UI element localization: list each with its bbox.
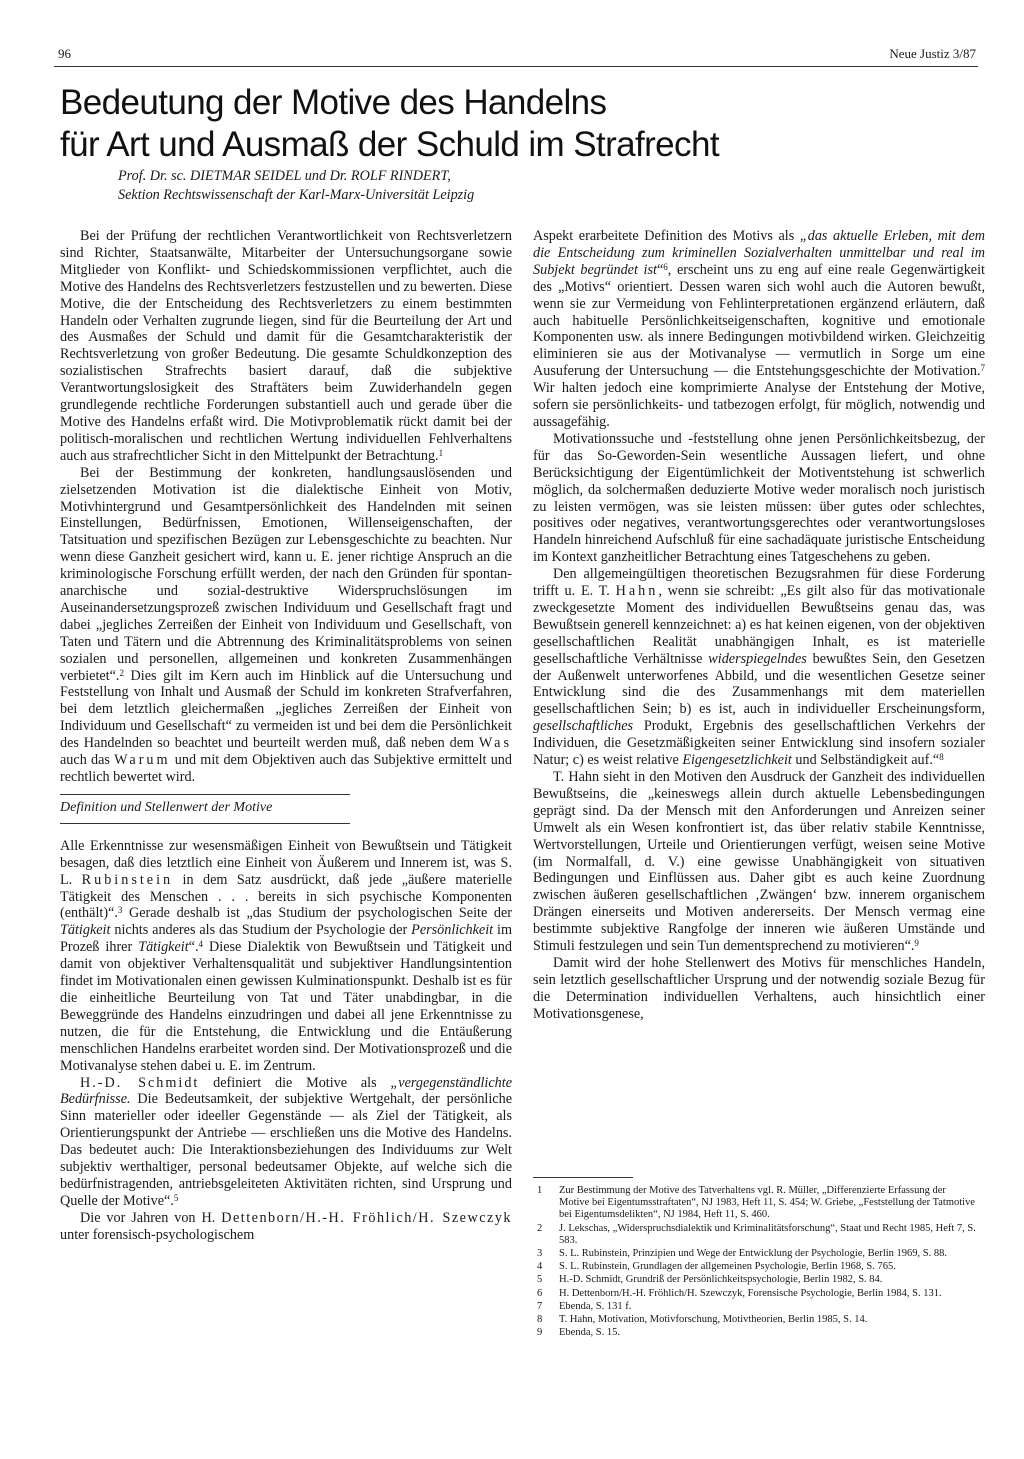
paragraph: Alle Erkenntnisse zur wesensmäßigen Einheit von Bewußtsein und Tätigkeit besagen, daß dies letztlich eine Einheit von Äußerem und Innerem ist, was S. L. Rubinstein in dem Satz ausdrückt, daß jede „äußere materielle Tätigkeit des Menschen . . . bereits in sich psychische Komponenten (enthält)“.$^3$ Gerade deshalb ist „das Studium der psychologischen Seite der Tätigkeit nichts anderes als das Studium der Psychologie der Persönlichkeit im Prozeß ihrer Tätigkeit“.$^4$ Diese Dialektik von Bewußtsein und Tätigkeit und damit von objektiver Verhaltensqualität und subjektiver Handlungsintention findet im Motivationalen einen gewissen Kulminationspunkt. Deshalb ist es für die einheitliche Beurteilung von Tat und Täter unabdingbar, in die Beweggründe des Handelns einzudringen und dabei all jene Erkenntnisse zu nutzen, die für die Entstehung, die Entwicklung und die Entäußerung menschlichen Handelns erarbeitet worden sind. Der Motivationsprozeß und die Motivanalyse stehen dabei u. E. im Zentrum. bbox=[60, 837, 512, 1074]
footnote-text: H. Dettenborn/H.-H. Fröhlich/H. Szewczyk, Forensische Psychologie, Berlin 1984, S. 131. bbox=[559, 1287, 942, 1299]
footnote bbox=[537, 1288, 977, 1300]
paragraph: Motivationssuche und -feststellung ohne jenen Persönlichkeitsbezug, der für das So-Geworden-Sein wesentliche Aussagen liefert, und ohne Berücksichtigung der Eigentümlichkeit der Motiventstehung ist schwerlich möglich, da solchermaßen deduzierte Motive weder moralisch noch juristisch zu leisten vermögen, was sie leisten müssen: über gutes oder schlechtes, positives oder negatives, verantwortungsgerechtes oder verantwortungsloses Handeln hinreichend Aufschluß für eine sachadäquate juristische Entscheidung im Kontext ganzheitlicher Betrachtung eines Tatgeschehens zu geben. bbox=[533, 430, 985, 566]
footnotes bbox=[537, 1185, 977, 1340]
footnote-number: 5 bbox=[537, 1274, 543, 1286]
footnote bbox=[537, 1274, 977, 1286]
footnote bbox=[537, 1314, 977, 1326]
footnote-ref: 8 bbox=[939, 752, 944, 763]
paragraph: Aspekt erarbeitete Definition des Motivs als „das aktuelle Erleben, mit dem die Entscheidung zum kriminellen Sozialverhalten unmittelbar und real im Subjekt begründet ist“$^6$, erscheint uns zu eng auf eine reale Gegenwärtigkeit des „Motivs“ orientiert. Dessen waren sich wohl auch die Autoren bewußt, wenn sie zur Vermeidung von Fehlinterpretationen ergänzend erläutern, daß auch habituelle Persönlichkeitseigenschaften, kognitive und emotionale Komponenten usw. als innere Bedingungen motivbildend wirken. Gleichzeitig eliminieren sie aus der Motivanalyse — vermutlich in Sorge um eine Ausuferung der Untersuchung — die Entstehungsgeschichte der Motivation.$^7$ Wir halten jedoch eine komprimierte Analyse der Entstehung der Motive, sofern sie persönlichkeits- und tatbezogen erfolgt, für möglich, notwendig und aussagefähig. bbox=[533, 228, 985, 430]
footnote-text: S. L. Rubinstein, Prinzipien und Wege der Entwicklung der Psychologie, Berlin 1969, S. 88. bbox=[559, 1248, 948, 1260]
footnote-text: Zur Bestimmung der Motive des Tatverhaltens vgl. R. Müller, „Differenzierte Erfassung der Motive bei Eigentumsstraftaten“, NJ 1983, Heft 11, S. 454; W. Griebe, „Feststellung der Tatmotive bei Eigentumsdelikten“, NJ 1984, Heft 11, S. 460. bbox=[559, 1185, 975, 1221]
footnote-ref: 3 bbox=[117, 905, 123, 916]
right-column bbox=[533, 228, 985, 1023]
footnote-ref: 6 bbox=[663, 261, 668, 272]
footnote-ref: 1 bbox=[438, 447, 444, 458]
footnote-number: 9 bbox=[537, 1327, 543, 1339]
title-line-1: Bedeutung der Motive des Handelns bbox=[60, 83, 607, 122]
footnote-ref: 9 bbox=[914, 938, 919, 949]
footnote bbox=[537, 1261, 977, 1273]
footnote-number: 3 bbox=[537, 1248, 543, 1260]
footnote bbox=[537, 1223, 977, 1247]
footnote bbox=[537, 1327, 977, 1339]
footnote-text: J. Lekschas, „Widerspruchsdialektik und Kriminalitätsforschung“, Staat und Recht 1985, Heft 7, S. 583. bbox=[559, 1222, 976, 1246]
footnote-number: 6 bbox=[537, 1287, 543, 1299]
footnote-text: Ebenda, S. 15. bbox=[559, 1327, 620, 1339]
footnote-text: S. L. Rubinstein, Grundlagen der allgemeinen Psychologie, Berlin 1968, S. 765. bbox=[559, 1261, 896, 1273]
footnote-ref: 7 bbox=[980, 363, 985, 374]
footnote-number: 2 bbox=[537, 1222, 543, 1234]
affiliation: Sektion Rechtswissenschaft der Karl-Marx-Universität Leipzig bbox=[118, 187, 475, 203]
header-rule bbox=[54, 66, 978, 67]
title-line-2: für Art und Ausmaß der Schuld im Strafrecht bbox=[60, 125, 719, 164]
footnote-text: T. Hahn, Motivation, Motivforschung, Motivtheorien, Berlin 1985, S. 14. bbox=[559, 1314, 868, 1326]
paragraph: Die vor Jahren von H. Dettenborn/H.-H. Fröhlich/H. Szewczyk unter forensisch-psychologischem bbox=[60, 1209, 513, 1243]
footnote-text: H.-D. Schmidt, Grundriß der Persönlichkeitspsychologie, Berlin 1982, S. 84. bbox=[559, 1274, 883, 1286]
journal-issue: Neue Justiz 3/87 bbox=[889, 46, 976, 61]
footnote bbox=[537, 1185, 977, 1222]
footnote bbox=[537, 1301, 977, 1313]
section-heading: Definition und Stellenwert der Motive bbox=[60, 794, 350, 824]
left-column bbox=[60, 228, 512, 1244]
footnote-number: 4 bbox=[537, 1261, 543, 1273]
paragraph: Den allgemeingültigen theoretischen Bezugsrahmen für diese Forderung trifft u. E. T. Hahn, wenn sie schreibt: „Es gilt also für das motivationale zweckgesetzte Moment des individuellen Bewußtseins genau das, was Bewußtsein generell kennzeichnet: a) es hat keinen eigenen, von der objektiven gesellschaftlichen Realität unabhängigen Inhalt, es ist materielle gesellschaftliche Verhältnisse widerspiegelndes bewußtes Sein, den Gesetzen der Außenwelt unterworfenes Abbild, und die wesentlichen Gesetze seiner Entwicklung sind die des Zusammenhangs mit dem materiellen gesellschaftlichen Sein; b) es ist, auch in individueller Erscheinungsform, gesellschaftliches Produkt, Ergebnis des gesellschaftlichen Verkehrs der Individuen, die Gesetzmäßigkeiten seiner Entwicklung sind insofern sozialer Natur; c) es weist relative Eigengesetzlichkeit und Selbständigkeit auf.“$^8$ bbox=[533, 566, 985, 769]
paragraph: Damit wird der hohe Stellenwert des Motivs für menschliches Handeln, sein letztlich gesellschaftlicher Ursprung und der notwendig soziale Bezug für die Determination individuellen Verhaltens, auch hinsichtlich einer Motivationsgenese, bbox=[533, 954, 985, 1022]
paragraph: Bei der Bestimmung der konkreten, handlungsauslösenden und zielsetzenden Motivation ist die dialektische Einheit von Motiv, Motivhintergrund und Gesamtpersönlichkeit des Handelnden mit seinen Einstellungen, Bedürfnissen, Emotionen, Willenseigenschaften, der Tatsituation und spezifischen Bezügen zur Lebensgeschichte zu beachten. Nur wenn diese Ganzheit gesichert wird, kann u. E. jener richtige Anspruch an die kriminologische Forschung erfüllt werden, der nach den Gründen für spontan-anarchische und sozial-destruktive Widerspruchslösungen im Auseinandersetzungsprozeß zwischen Individuum und Gesellschaft fragt und dabei „jegliches Zerreißen der Einheit von Individuum und Gesellschaft, von Taten und Tätern und die Abtrennung des Kriminalitätsproblems von seinen sozialen und personellen, allgemeinen und konkreten Zusammenhängen verbietet“.$^2$ Dies gilt im Kern auch im Hinblick auf die Untersuchung und Feststellung von Inhalt und Ausmaß der Schuld im konkreten Strafverfahren, bei dem letztlich gleichermaßen „jegliches Zerreißen der Einheit von Individuum und Gesellschaft“ zu vermeiden ist und bei dem die Persönlichkeit des Handelnden so beachtet und beurteilt werden muß, daß neben dem Was auch das Warum und mit dem Objektiven auch das Subjektive ermittelt und rechtlich bewertet wird. bbox=[60, 464, 512, 785]
authors: Prof. Dr. sc. DIETMAR SEIDEL und Dr. ROLF RINDERT, bbox=[118, 168, 451, 184]
footnote-ref: 2 bbox=[119, 667, 124, 678]
paragraph: Bei der Prüfung der rechtlichen Verantwortlichkeit von Rechtsverletzern sind Richter, Staatsanwälte, Mitarbeiter der Untersuchungsorgane sowie Mitglieder von Konflikt- und Schiedskommissionen verpflichtet, auch die Motive des Handelns des Rechtsverletzers festzustellen und zu bewerten. Diese Motive, die der Entscheidung des Rechtsverletzers zu einem bestimmten Handeln oder Verhalten zugrunde liegen, sind für die Beurteilung der Art und des Ausmaßes der Schuld und damit für die Gesamtcharakteristik der Rechtsverletzung von großer Bedeutung. Die gesamte Schuldkonzeption des sozialistischen Strafrechts basiert darauf, daß die subjektive Verantwortungslosigkeit des Straftäters beim Zuwiderhandeln gegen grundlegende rechtliche Forderungen substantiell auch und gerade über die Motive des Handelns erfaßt wird. Die Motivproblematik rückt damit bei der politisch-moralischen und rechtlichen Wertung individuellen Fehlverhaltens auch aus strafrechtlicher Sicht in den Mittelpunkt der Betrachtung.$^1$ bbox=[60, 228, 512, 464]
footnote-number: 7 bbox=[537, 1300, 543, 1312]
article-title bbox=[60, 82, 980, 166]
footnote bbox=[537, 1248, 977, 1260]
footnote-number: 1 bbox=[537, 1185, 543, 1196]
page-number: 96 bbox=[58, 46, 71, 61]
paragraph: T. Hahn sieht in den Motiven den Ausdruck der Ganzheit des individuellen Bewußtseins, die „keineswegs allein durch aktuelle Lebensbedingungen geprägt sind. Da der Mensch mit den Anforderungen und Anreizen seiner Umwelt als ein Wesen konfrontiert ist, das über relativ stabile Kenntnisse, Wertvorstellungen, Urteile und Orientierungen verfügt, weisen seine Motive (im Normalfall, d. V.) eine gewisse Unabhängigkeit von situativen Bedingungen und Einflüssen aus. Daher gibt es auch keine Zuordnung zwischen äußeren gesellschaftlichen ‚Zwängen‘ bzw. innerem organischem Drängen einerseits und Motiven andererseits. Der Mensch vermag eine bestimmte subjektive Rangfolge der inneren wie äußeren Umstände und Stimuli festzulegen und sein Tun dementsprechend zu motivieren“.$^9$ bbox=[533, 769, 985, 955]
footnote-ref: 5 bbox=[173, 1192, 179, 1203]
paragraph: H.-D. Schmidt definiert die Motive als „vergegenständlichte Bedürfnisse. Die Bedeutsamkeit, der subjektive Wertgehalt, der persönliche Sinn materieller oder ideeller Gegenstände — als Ziel der Tätigkeit, als Orientierungspunkt der Antriebe — erschließen uns die Motive des Handelns. Das bedeutet auch: Die Interaktionsbeziehungen des Individuums zur Welt subjektiv werthaltiger, personal bedeutsamer Objekte, auf welche sich die bedürfnistragenden, antriebsgeleiteten Aktivitäten richten, sind Ursprung und Quelle der Motive“.$^5$ bbox=[60, 1074, 512, 1209]
footnote-text: Ebenda, S. 131 f. bbox=[559, 1300, 632, 1312]
footnote-number: 8 bbox=[537, 1314, 543, 1326]
footnote-rule bbox=[533, 1177, 633, 1178]
author-block bbox=[118, 167, 588, 205]
footnote-ref: 4 bbox=[198, 939, 204, 950]
